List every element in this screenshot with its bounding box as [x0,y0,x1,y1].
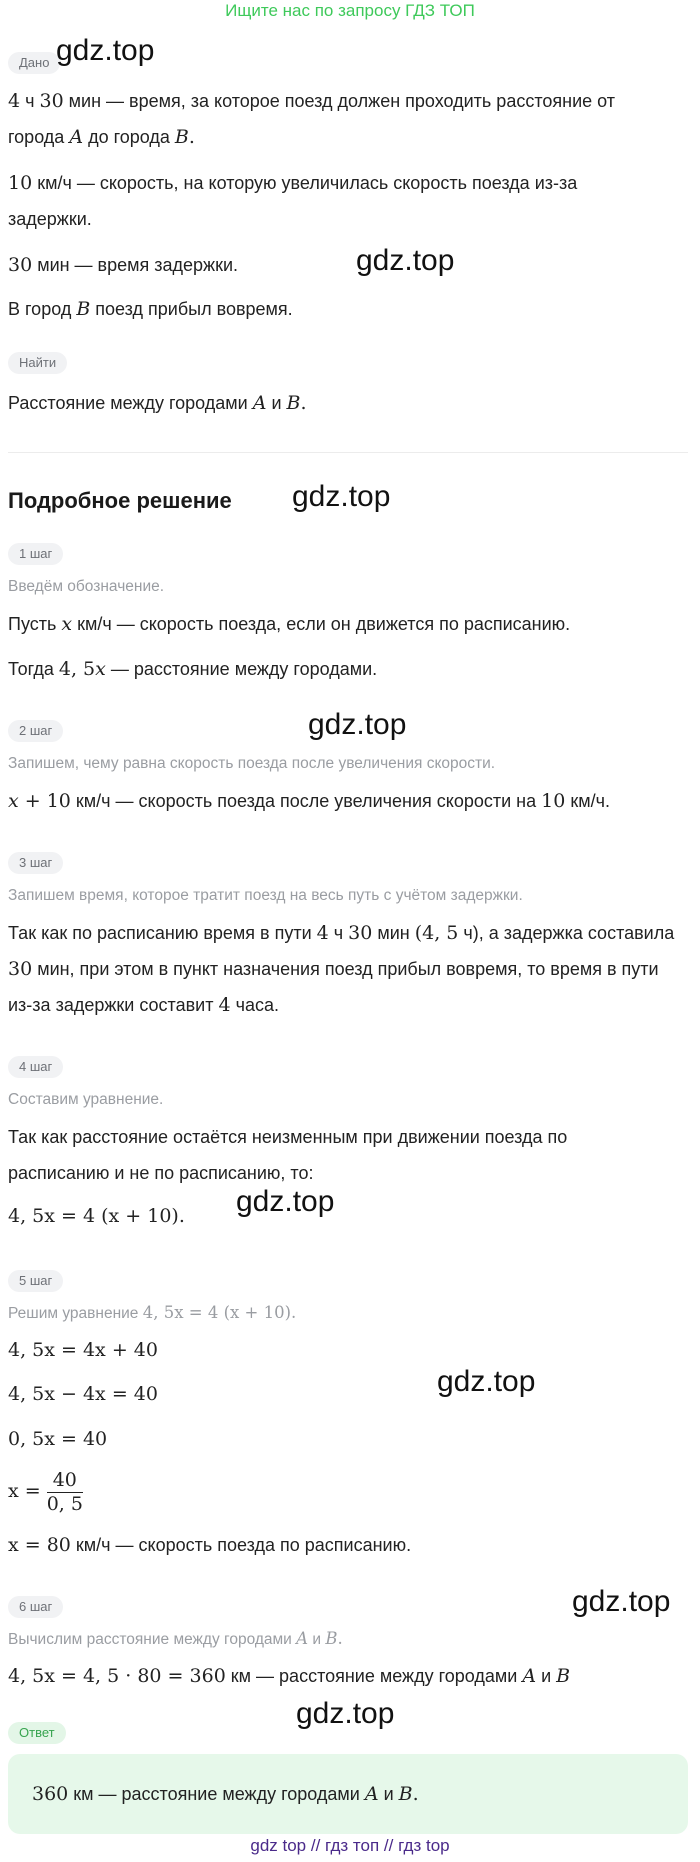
given-item-1: 4 ч 30 мин — время, за которое поезд должен проходить расстояние от [8,90,615,112]
step-5-eq-5: x = 80 км/ч — скорость поезда по расписанию. [8,1534,412,1556]
step-5-eq-3: 0, 5x = 40 [8,1428,108,1450]
footer-link-gdz-top[interactable]: gdz top [250,1836,307,1855]
step-2-chip: 2 шаг [8,720,63,742]
step-3-line-2: 30 мин, при этом в пункт назначения поезд прибыл вовремя, то время в пути [8,958,659,980]
watermark-2: gdz.top [356,244,455,277]
step-1-hint: Введём обозначение. [8,578,165,595]
solution-title: Подробное решение [8,488,232,513]
watermark-1: gdz.top [56,34,155,67]
step-6-line-1: 4, 5x = 4, 5 · 80 = 360 км — расстояние между городами A и B [8,1665,571,1687]
step-3-chip: 3 шаг [8,852,63,874]
step-4-hint: Составим уравнение. [8,1091,164,1108]
step-5-hint: Решим уравнение 4, 5x = 4 (x + 10). [8,1303,297,1322]
step-4-chip: 4 шаг [8,1056,63,1078]
step-4-line-2: расписанию и не по расписанию, то: [8,1163,314,1183]
watermark-3: gdz.top [292,480,391,513]
step-4-equation: 4, 5x = 4 (x + 10). [8,1205,185,1227]
section-divider [8,452,688,453]
step-3-line-1: Так как по расписанию время в пути 4 ч 30 мин (4, 5 ч), а задержка составила [8,922,675,944]
step-1-line-1: Пусть x км/ч — скорость поезда, если он движется по расписанию. [8,613,571,635]
answer-chip: Ответ [8,1722,66,1744]
find-chip: Найти [8,352,67,374]
search-banner: Ищите нас по запросу ГДЗ ТОП [225,1,475,20]
step-3-hint: Запишем время, которое тратит поезд на весь путь с учётом задержки. [8,887,523,904]
step-4-line-1: Так как расстояние остаётся неизменным при движении поезда по [8,1127,568,1147]
find-text: Расстояние между городами A и B. [8,392,307,414]
watermark-6: gdz.top [437,1365,536,1398]
footer-link-gdz-top-mixed[interactable]: гдз top [398,1836,450,1855]
step-6-hint: Вычислим расстояние между городами A и B. [8,1629,343,1648]
watermark-5: gdz.top [236,1185,335,1218]
step-5-eq-2: 4, 5x − 4x = 40 [8,1383,158,1405]
footer-separator: // [379,1836,399,1855]
given-item-2-cont: задержки. [8,209,92,229]
fraction: $\frac{40}{0, 5}$ [46,1469,83,1516]
step-5-eq-4: x = $\frac{40}{0, 5}$ [8,1469,83,1516]
step-1-line-2: Тогда 4, 5x — расстояние между городами. [8,658,378,680]
step-2-line-1: x + 10 км/ч — скорость поезда после увеличения скорости на 10 км/ч. [8,790,610,812]
step-2-hint: Запишем, чему равна скорость поезда после увеличения скорости. [8,755,496,772]
step-6-chip: 6 шаг [8,1596,63,1618]
step-1-chip: 1 шаг [8,543,63,565]
given-item-4: В город B поезд прибыл вовремя. [8,298,293,320]
footer-link-gdz-top-ru[interactable]: гдз топ [325,1836,380,1855]
step-3-line-3: из-за задержки составит 4 часа. [8,994,279,1016]
given-item-3: 30 мин — время задержки. [8,254,239,276]
watermark-8: gdz.top [296,1697,395,1730]
footer-separator: // [306,1836,326,1855]
step-5-chip: 5 шаг [8,1270,63,1292]
given-item-1-cont: города A до города B. [8,126,195,148]
step-5-eq-1: 4, 5x = 4x + 40 [8,1339,158,1361]
answer-box [8,1754,688,1834]
watermark-7: gdz.top [572,1585,671,1618]
watermark-4: gdz.top [308,708,407,741]
given-item-2: 10 км/ч — скорость, на которую увеличилась скорость поезда из-за [8,172,578,194]
answer-text: 360 км — расстояние между городами A и B. [32,1783,419,1805]
footer-links [0,1834,700,1858]
given-chip: Дано [8,52,60,74]
